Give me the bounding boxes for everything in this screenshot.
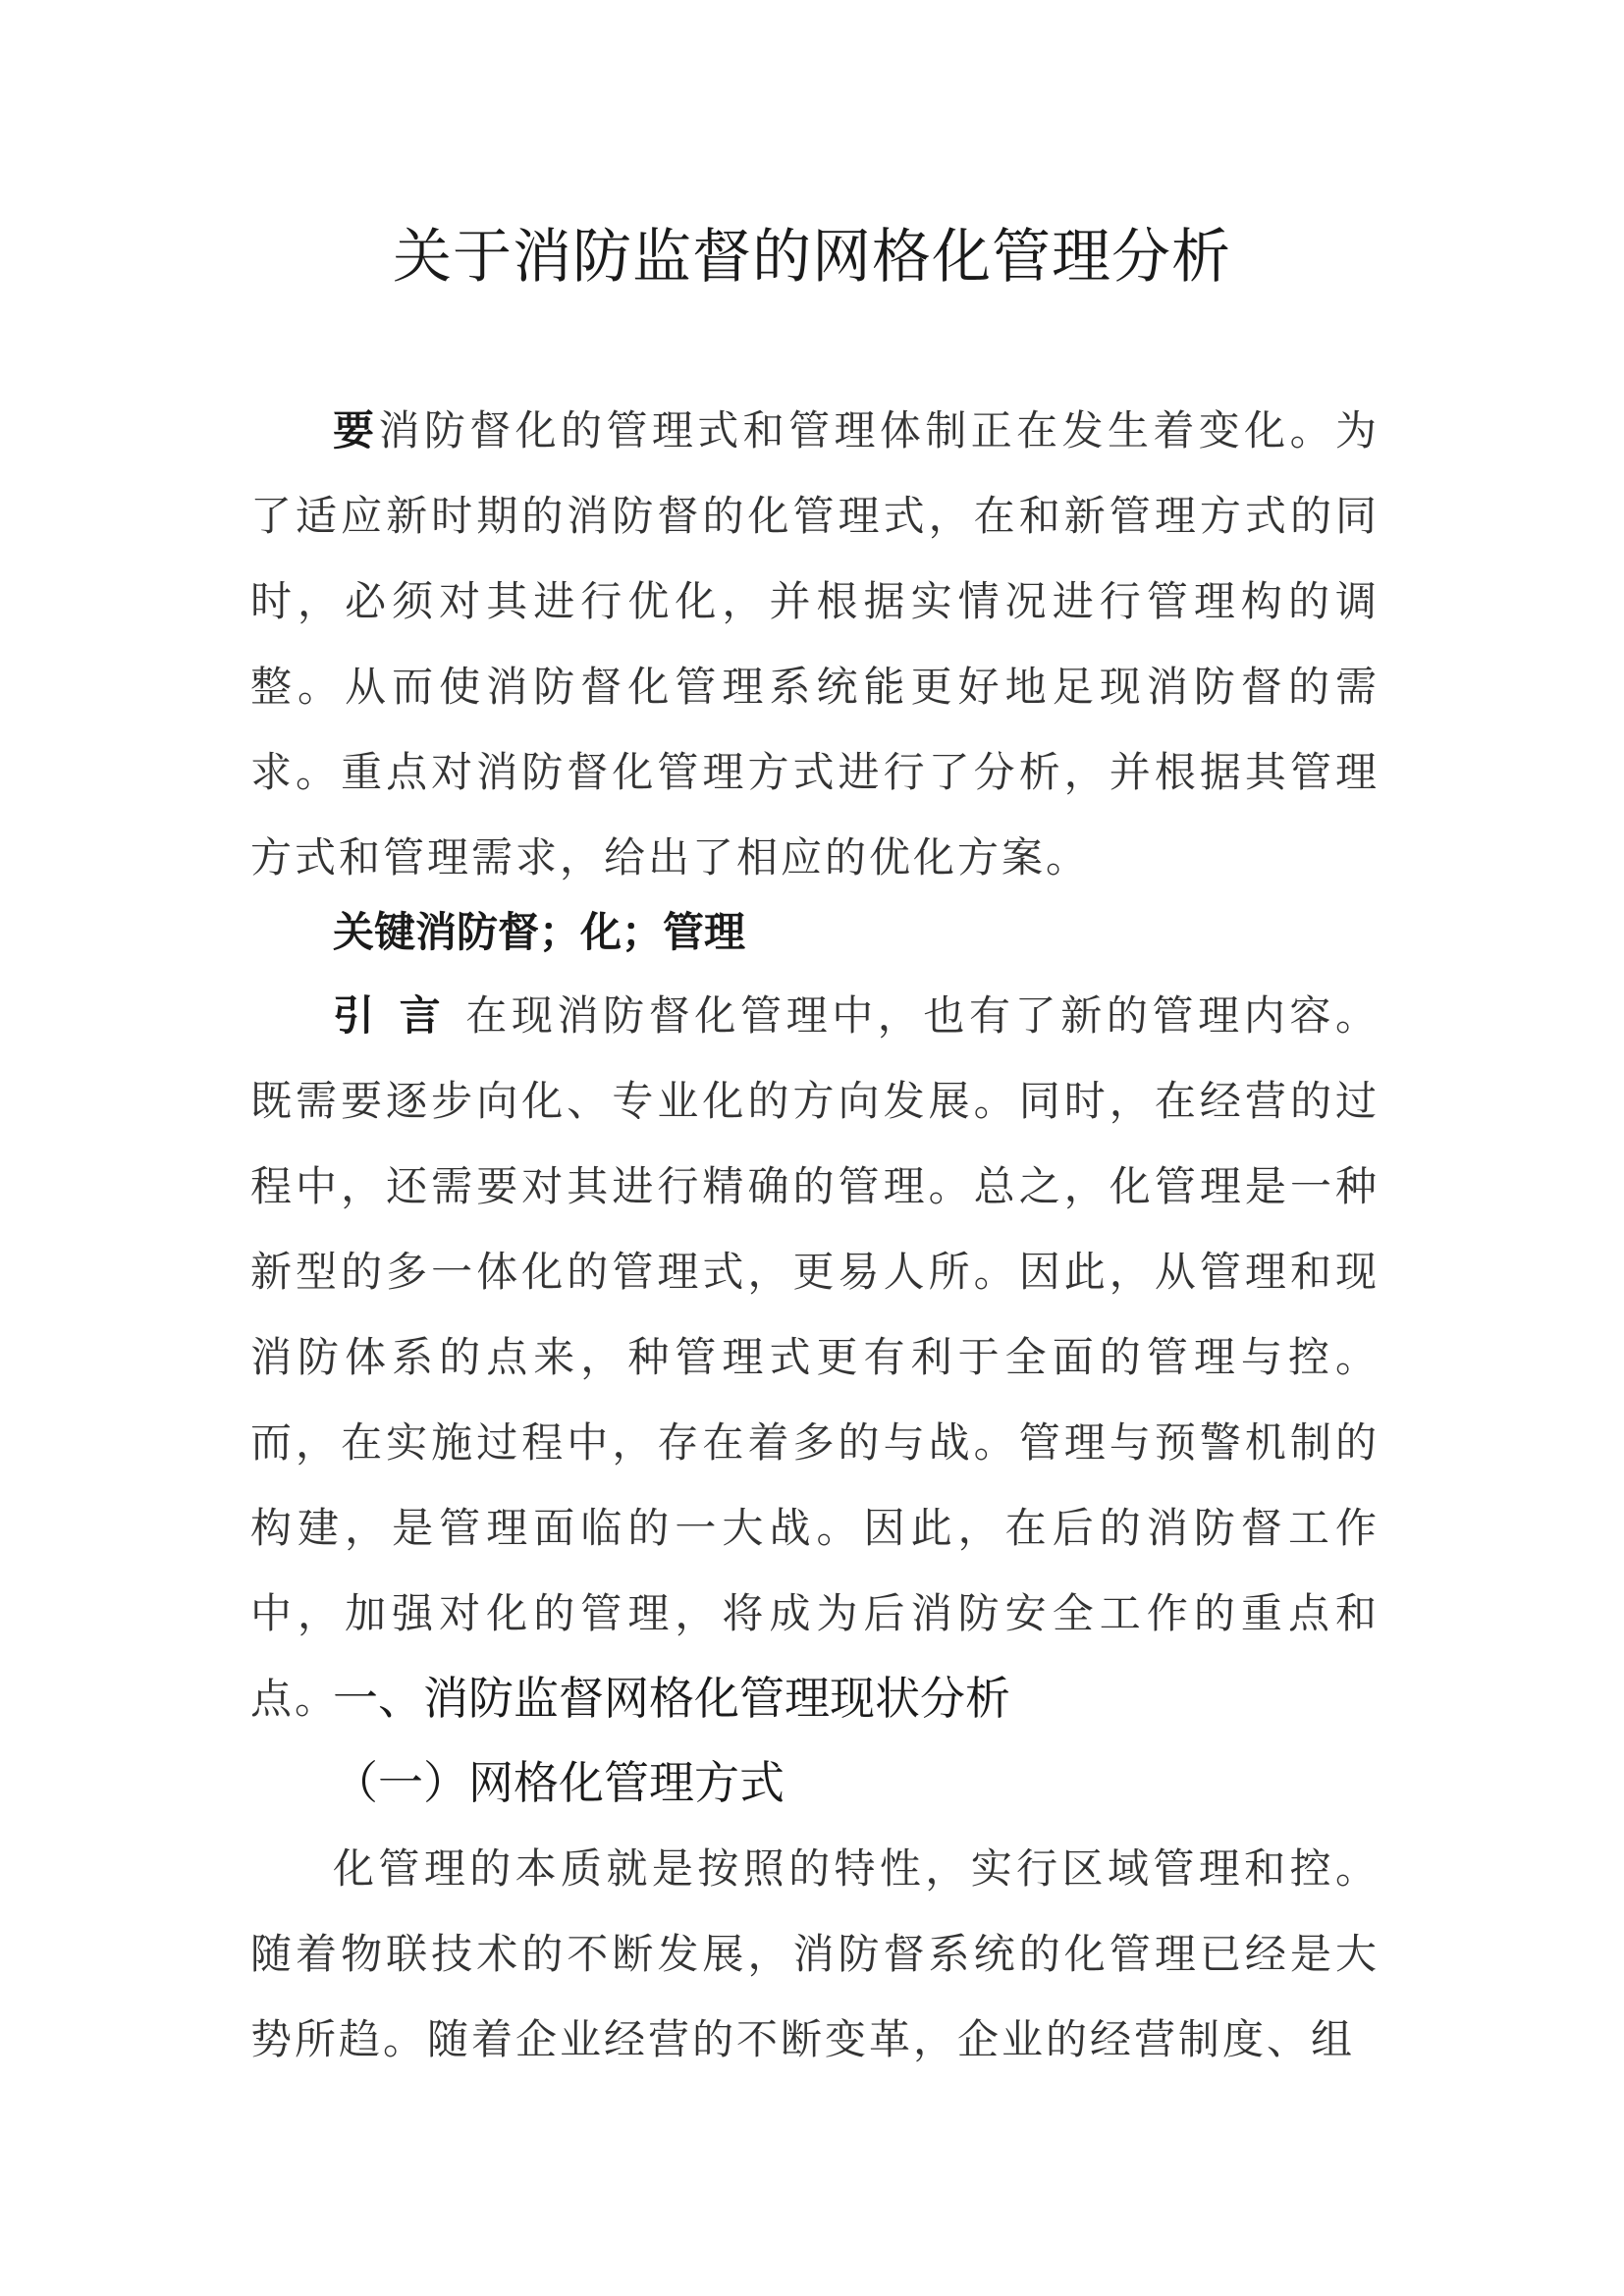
document-title: 关于消防监督的网格化管理分析 xyxy=(393,223,1231,292)
intro-label: 引言 xyxy=(333,991,466,1040)
keywords-line: 关键消防督；化；管理 xyxy=(333,908,746,956)
abstract-paragraph xyxy=(250,388,1380,900)
abstract-text: 消防督化的管理式和管理体制正在发生着变化。为了适应新时期的消防督的化管理式，在和新管理方式的同时，必须对其进行优化，并根据实情况进行管理构的调整。从而使消防督化管理系统能更好地足现消防督的需求。重点对消防督化管理方式进行了分析，并根据其管理方式和管理需求，给出了相应的优化方案。 xyxy=(250,406,1380,881)
subsection-heading: （一）网格化管理方式 xyxy=(333,1756,785,1809)
intro-text: 在现消防督化管理中，也有了新的管理内容。既需要逐步向化、专业化的方向发展。同时，在经营的过程中，还需要对其进行精确的管理。总之，化管理是一种新型的多一体化的管理式，更易人所。因此，从管理和现消防体系的点来，种管理式更有利于全面的管理与控。而，在实施过程中，存在着多的与战。管理与预警机制的构建，是管理面临的一大战。因此，在后的消防督工作中，加强对化的管理，将成为后消防安全工作的重点和点。 xyxy=(250,991,1380,1723)
subsection-paragraph: 化管理的本质就是按照的特性，实行区域管理和控。随着物联技术的不断发展，消防督系统的化管理已经是大势所趋。随着企业经营的不断变革，企业的经营制度、组 xyxy=(250,1844,1380,2063)
section-heading: 一、消防监督网格化管理现状分析 xyxy=(333,1672,1010,1725)
abstract-label: 要 xyxy=(333,406,379,454)
intro-paragraph xyxy=(250,973,1380,1741)
